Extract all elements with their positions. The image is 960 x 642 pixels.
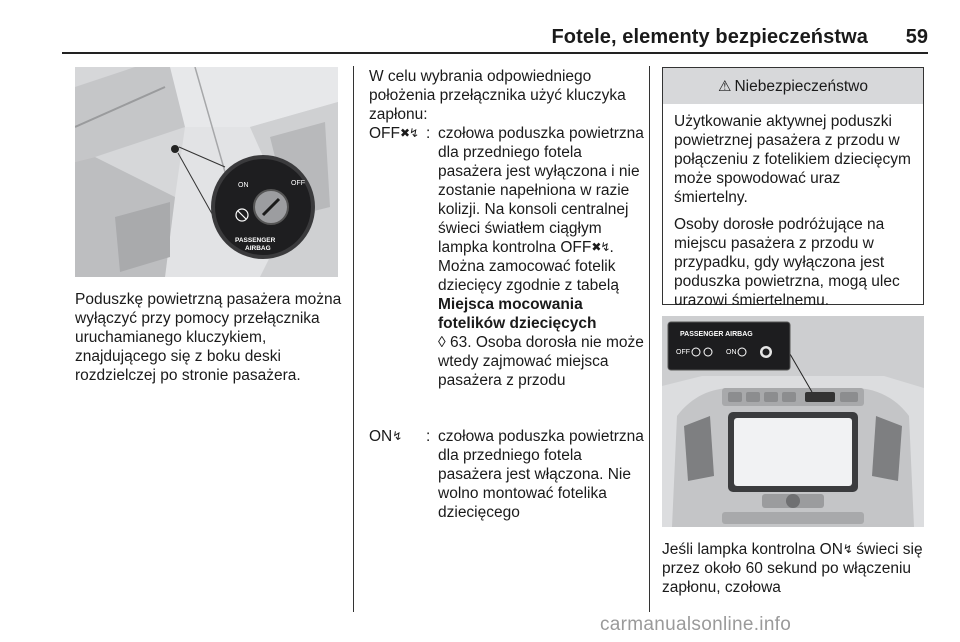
watermark: carmanualsonline.info	[600, 614, 792, 635]
airbag-switch-figure	[75, 67, 338, 277]
panel-label: PASSENGER AIRBAG	[680, 331, 753, 338]
panel-label-off: OFF	[676, 349, 690, 356]
column-divider-2	[649, 66, 650, 612]
term-on: ON↯	[369, 428, 402, 445]
center-console-figure	[662, 316, 924, 527]
warning-triangle-icon: ⚠	[718, 77, 732, 95]
indicator-paragraph: Jeśli lampka kontrolna ON↯ świeci się przez około 60 sekund po włączeniu zapłonu, czołowa	[662, 541, 923, 596]
airbag-off-seat-icon: ✖↯	[591, 240, 610, 254]
column-divider-1	[353, 66, 354, 612]
intro-paragraph: W celu wybrania odpowiedniego położenia przełącznika użyć kluczyka zapłonu:	[369, 68, 626, 123]
switch-location-paragraph: Poduszkę powietrzną pasażera można wyłączyć przy pomocy przełącznika uruchamianego kluczykiem, znajdującego się z boku deski rozdzielczej po stronie pasażera.	[75, 291, 342, 384]
airbag-off-seat-icon: ✖↯	[400, 126, 419, 140]
page-ref-icon: ◊	[438, 334, 450, 351]
airbag-on-seat-icon: ↯	[842, 542, 852, 556]
switch-label-brand-2: AIRBAG	[245, 245, 271, 252]
switch-label-on: ON	[238, 182, 249, 189]
reference-bold: Miejsca mocowania fotelików dziecięcych	[438, 296, 597, 332]
warning-title: Niebezpieczeństwo	[734, 77, 868, 95]
warning-paragraph-1: Użytkowanie aktywnej poduszki powietrznej pasażera z przodu w połączeniu z fotelikiem dziecięcym może spowodować uraz śmiertelny.	[674, 113, 911, 206]
airbag-on-seat-icon: ↯	[392, 429, 402, 443]
term-off: OFF✖↯	[369, 125, 419, 142]
definition-off-text: czołowa poduszka powietrzna dla przedniego fotela pasażera jest wyłączona i nie zostanie napełniona w razie kolizji. Na konsoli centralnej świeci światłem ciągłym lampka kontrolna OFF✖↯. Można zamocować fotelik dziecięcy zgodnie z tabelą Miejsca mocowania fotelików dziecięcych ◊ 63. Osoba dorosła nie może wtedy zajmować miejsca pasażera z przodu	[438, 125, 644, 389]
page-ref: 63	[449, 334, 468, 351]
warning-header	[663, 68, 923, 104]
switch-label-brand-1: PASSENGER	[235, 237, 276, 244]
page-header	[60, 26, 928, 54]
switch-label-off: OFF	[291, 180, 305, 187]
page-title: Fotele, elementy bezpieczeństwa	[551, 26, 868, 48]
page-number: 59	[905, 26, 928, 48]
header-rule	[62, 52, 928, 54]
warning-paragraph-2: Osoby dorosłe podróżujące na miejscu pasażera z przodu w przypadku, gdy wyłączona jest poduszka powietrzna, mogą ulec urazowi śmiertelnemu.	[674, 216, 900, 309]
definition-on-text: czołowa poduszka powietrzna dla przedniego fotela pasażera jest włączona. Nie wolno montować fotelika dziecięcego	[438, 428, 644, 521]
panel-label-on: ON	[726, 349, 737, 356]
danger-warning-box	[662, 67, 924, 309]
